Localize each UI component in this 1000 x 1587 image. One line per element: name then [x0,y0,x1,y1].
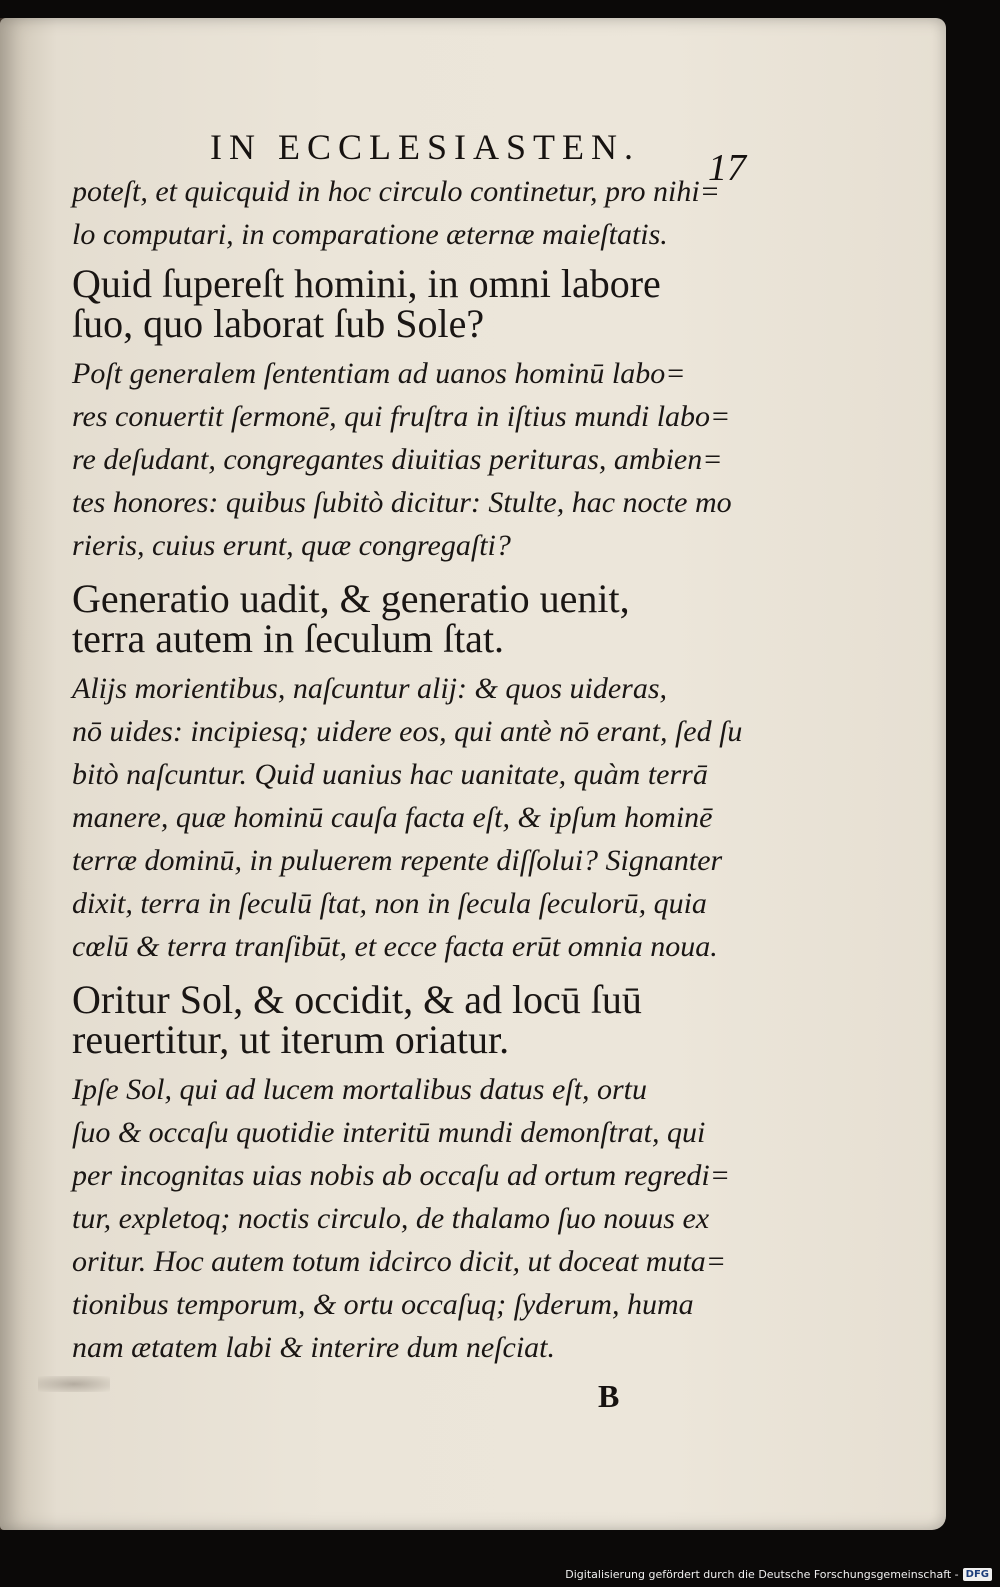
dfg-logo-icon: DFG [963,1568,992,1581]
text-line: tur, expletoq; noctis circulo, de thalamo ſuo nouus ex [72,1202,710,1235]
text-line: Ipſe Sol, qui ad lucem mortalibus datus eſt, ortu [72,1073,647,1106]
text-line: cœlū & terra tranſibūt, et ecce facta erūt omnia noua. [72,930,718,963]
signature-mark: B [598,1378,620,1414]
page-header [200,118,760,189]
text-line: bitò naſcuntur. Quid uanius hac uanitate, quàm terrā [72,758,708,791]
text-line: res conuertit ſermonē, qui fruſtra in iſtius mundi labo= [72,400,731,433]
text-line: tionibus temporum, & ortu occaſuq; ſyderum, huma [72,1288,694,1321]
digitization-footer [565,1568,992,1581]
verse-heading-line: reuertitur, ut iterum oriatur. [72,1017,510,1062]
text-line: per incognitas uias nobis ab occaſu ad ortum regredi= [72,1159,730,1192]
text-line: rieris, cuius erunt, quæ congregaſti? [72,529,511,562]
text-line: oritur. Hoc autem totum idcirco dicit, ut doceat muta= [72,1245,727,1278]
text-line: ſuo & occaſu quotidie interitū mundi demonſtrat, qui [72,1116,706,1149]
text-line: poteſt, et quicquid in hoc circulo continetur, pro nihi= [72,175,720,208]
verse-heading-line: terra autem in ſeculum ſtat. [72,616,505,661]
ink-smudge [38,1376,110,1392]
page-number: 17 [708,147,746,189]
footer-text: Digitalisierung gefördert durch die Deutsche Forschungsgemeinschaft - [565,1568,959,1581]
text-line: lo computari, in comparatione æternæ maieſtatis. [72,218,668,251]
text-line: Poſt generalem ſententiam ad uanos hominū labo= [72,357,686,390]
text-line: nam ætatem labi & interire dum neſciat. [72,1331,556,1364]
running-head: IN ECCLESIASTEN. [210,127,640,167]
text-line: dixit, terra in ſeculū ſtat, non in ſecula ſeculorū, quia [72,887,707,920]
text-line: Alijs morientibus, naſcuntur alij: & quos uideras, [72,672,668,705]
verse-heading-line: Generatio uadit, & generatio uenit, [72,576,630,621]
page-body [72,170,752,1369]
text-line: re deſudant, congregantes diuitias perituras, ambien= [72,443,723,476]
verse-heading-line: Quid ſupereſt homini, in omni labore [72,261,661,306]
verse-heading-line: Oritur Sol, & occidit, & ad locū ſuū [72,977,642,1022]
text-line: tes honores: quibus ſubitò dicitur: Stulte, hac nocte mo [72,486,732,519]
verse-heading-line: ſuo, quo laborat ſub Sole? [72,301,485,346]
book-page [0,18,946,1530]
text-line: nō uides: incipiesq; uidere eos, qui antè nō erant, ſed ſu [72,715,743,748]
text-line: terræ dominū, in puluerem repente diſſolui? Signanter [72,844,723,877]
text-line: manere, quæ hominū cauſa facta eſt, & ipſum hominē [72,801,713,834]
